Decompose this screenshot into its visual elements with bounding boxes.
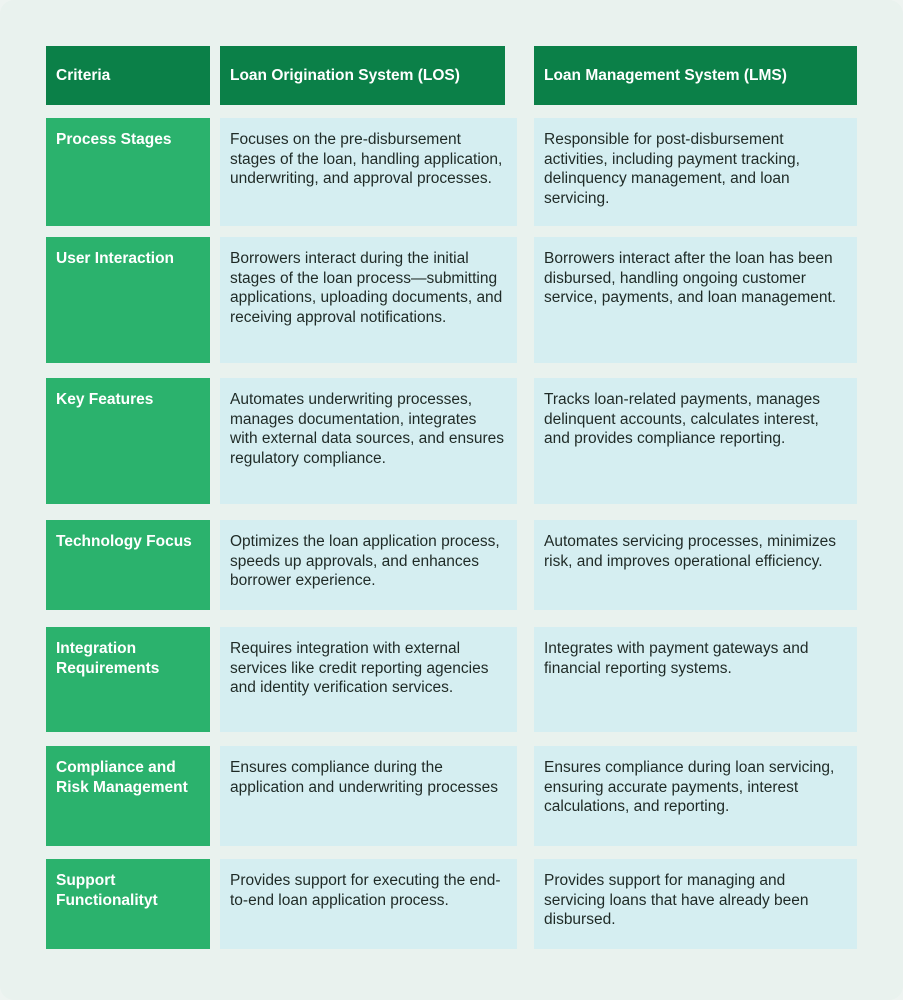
header-criteria-label: Criteria — [56, 66, 111, 84]
row-process-stages-criteria — [46, 118, 210, 226]
header-lms — [534, 46, 857, 105]
los-text: Requires integration with external services like credit reporting agencies and identity verification services. — [230, 640, 489, 697]
los-text: Ensures compliance during the application and underwriting processes — [230, 759, 498, 796]
row-support-functionality-criteria — [46, 859, 210, 949]
lms-text: Provides support for managing and servicing loans that have already been disbursed. — [544, 872, 809, 929]
criteria-label: Integration Requirements — [56, 640, 160, 677]
row-support-functionality-lms — [534, 859, 857, 949]
row-process-stages-los — [220, 118, 517, 226]
criteria-label: Key Features — [56, 391, 154, 408]
row-key-features-lms — [534, 378, 857, 504]
row-user-interaction-los — [220, 237, 517, 363]
header-lms-label: Loan Management System (LMS) — [544, 66, 787, 84]
lms-text: Integrates with payment gateways and financial reporting systems. — [544, 640, 809, 677]
criteria-label: Process Stages — [56, 131, 172, 148]
lms-text: Automates servicing processes, minimizes risk, and improves operational efficiency. — [544, 533, 837, 570]
row-technology-focus-criteria — [46, 520, 210, 610]
lms-text: Tracks loan-related payments, manages delinquent accounts, calculates interest, and provides compliance reporting. — [544, 391, 820, 448]
row-user-interaction-criteria — [46, 237, 210, 363]
row-key-features-los — [220, 378, 517, 504]
criteria-label: User Interaction — [56, 250, 175, 267]
row-user-interaction-lms — [534, 237, 857, 363]
row-technology-focus-lms — [534, 520, 857, 610]
row-compliance-risk-lms — [534, 746, 857, 846]
row-compliance-risk-los — [220, 746, 517, 846]
header-criteria — [46, 46, 210, 105]
row-technology-focus-los — [220, 520, 517, 610]
row-key-features-criteria — [46, 378, 210, 504]
criteria-label: Compliance and Risk Management — [56, 759, 188, 796]
los-text: Borrowers interact during the initial stages of the loan process—submitting applications, uploading documents, and receiving approval notifications. — [230, 250, 503, 326]
lms-text: Responsible for post-disbursement activities, including payment tracking, delinquency management, and loan servicing. — [544, 131, 800, 207]
row-support-functionality-los — [220, 859, 517, 949]
header-los-label: Loan Origination System (LOS) — [230, 66, 460, 84]
los-text: Automates underwriting processes, manages documentation, integrates with external data sources, and ensures regulatory compliance. — [230, 391, 504, 467]
row-integration-requirements-criteria — [46, 627, 210, 732]
row-compliance-risk-criteria — [46, 746, 210, 846]
header-los — [220, 46, 505, 105]
criteria-label: Technology Focus — [56, 533, 192, 550]
los-text: Provides support for executing the end-to-end loan application process. — [230, 872, 501, 909]
lms-text: Borrowers interact after the loan has been disbursed, handling ongoing customer service, payments, and loan management. — [544, 250, 837, 307]
lms-text: Ensures compliance during loan servicing, ensuring accurate payments, interest calculations, and reporting. — [544, 759, 835, 816]
los-text: Focuses on the pre-disbursement stages of the loan, handling application, underwriting, and approval processes. — [230, 131, 503, 188]
criteria-label: Support Functionalityt — [56, 872, 158, 909]
los-text: Optimizes the loan application process, speeds up approvals, and enhances borrower experience. — [230, 533, 500, 590]
row-integration-requirements-lms — [534, 627, 857, 732]
row-process-stages-lms — [534, 118, 857, 226]
row-integration-requirements-los — [220, 627, 517, 732]
